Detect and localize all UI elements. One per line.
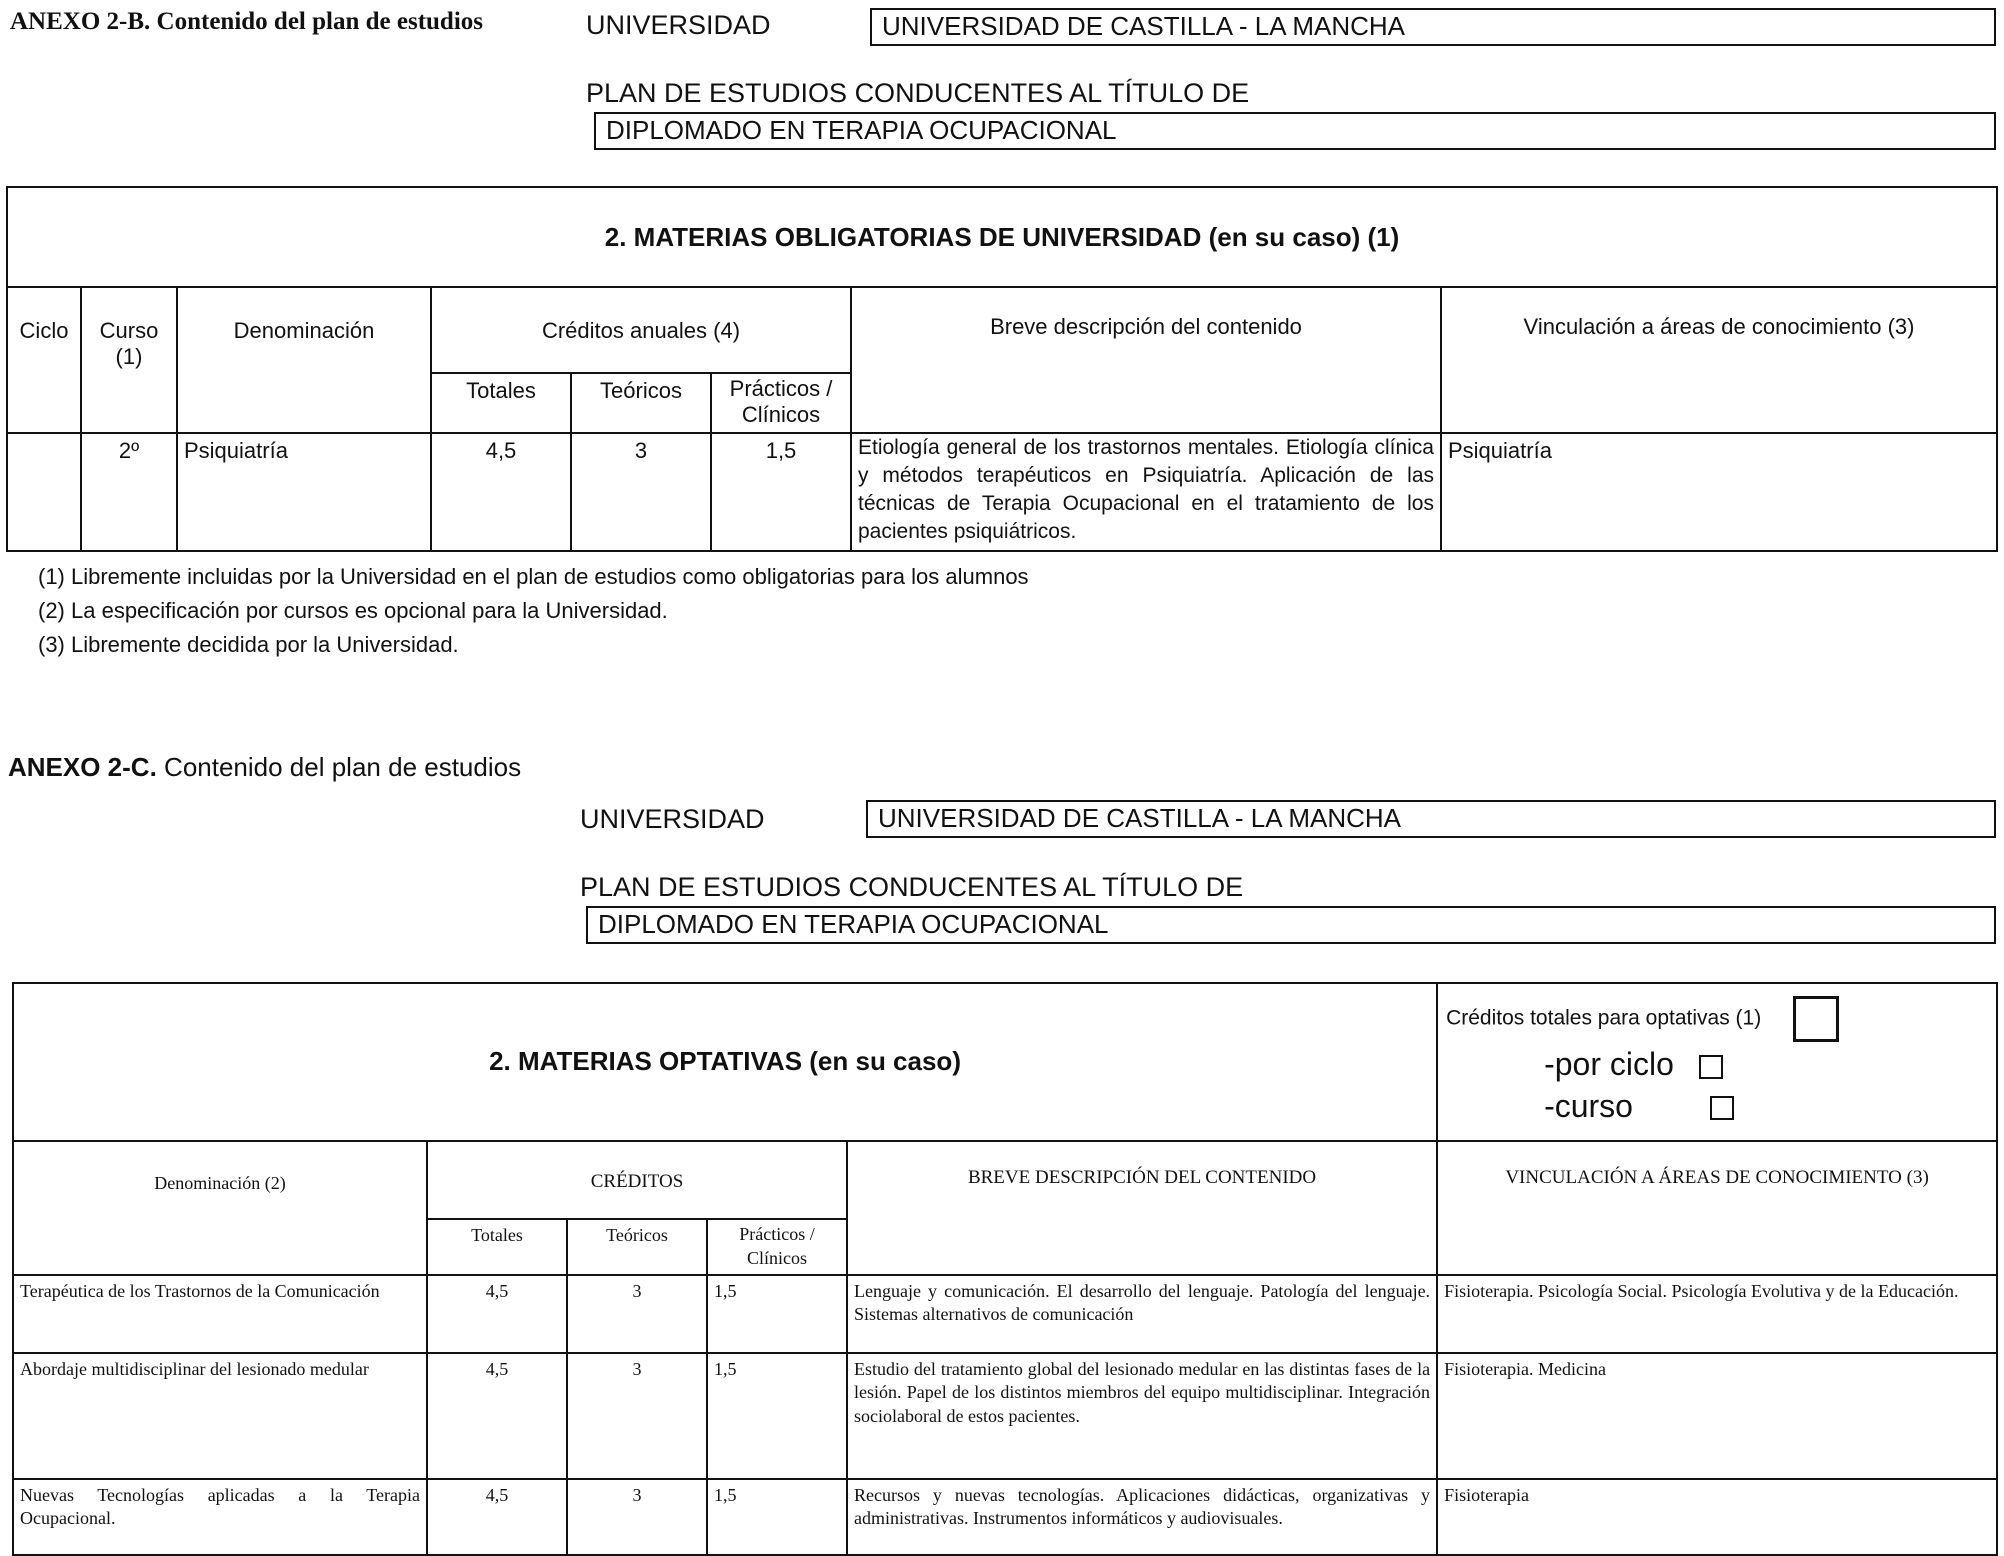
header-vinculacion-opt: VINCULACIÓN A ÁREAS DE CONOCIMIENTO (3) (1437, 1141, 1997, 1275)
cell-practicos-opt: 1,5 (707, 1275, 847, 1353)
cell-descripcion: Etiología general de los trastornos mentales. Etiología clínica y métodos terapéuticos en Psiquiatría. Aplicación de las técnicas de Terapia Ocupacional en el tratamiento de los pacientes psiquiátricos. (851, 433, 1441, 551)
anexo-c-univ-field (866, 800, 1996, 838)
note-2: (2) La especificación por cursos es opcional para la Universidad. (38, 598, 668, 623)
header-totales: Totales (431, 373, 571, 433)
header-ciclo: Ciclo (7, 287, 81, 433)
header-creditos: CRÉDITOS (427, 1141, 847, 1219)
cell-descripcion-opt: Estudio del tratamiento global del lesionado medular en las distintas fases de la lesión. Papel de los distintos miembros del equipo multidisciplinar. Integración sociolaboral de estos pacientes. (847, 1353, 1437, 1479)
cell-vinculacion-opt: Fisioterapia. Medicina (1437, 1353, 1997, 1479)
header-teoricos: Teóricos (571, 373, 711, 433)
anexo-c-heading-bold: ANEXO 2-C. (8, 752, 157, 782)
anexo-c-heading-rest: Contenido del plan de estudios (164, 752, 522, 782)
cell-teoricos-opt: 3 (567, 1275, 707, 1353)
cell-descripcion-opt: Recursos y nuevas tecnologías. Aplicaciones didácticas, organizativas y administrativas. Instrumentos informáticos y audiovisuales. (847, 1479, 1437, 1555)
cell-vinculacion-opt: Fisioterapia. Psicología Social. Psicología Evolutiva y de la Educación. (1437, 1275, 1997, 1353)
table-row (13, 1353, 1997, 1479)
anexo-b-heading (10, 8, 483, 36)
cell-totales-opt: 4,5 (427, 1353, 567, 1479)
table-row (7, 433, 1997, 551)
cell-denominacion-opt: Abordaje multidisciplinar del lesionado medular (13, 1353, 427, 1479)
cell-denominacion-opt: Terapéutica de los Trastornos de la Comunicación (13, 1275, 427, 1353)
table-row (13, 1275, 1997, 1353)
anexo-b-heading-rest: Contenido del plan de estudios (156, 8, 484, 35)
cell-denominacion: Psiquiatría (177, 433, 431, 551)
cell-practicos: 1,5 (711, 433, 851, 551)
cell-practicos-opt: 1,5 (707, 1479, 847, 1555)
anexo-c-plan-label: PLAN DE ESTUDIOS CONDUCENTES AL TÍTULO DE (580, 872, 1244, 902)
header-vinculacion: Vinculación a áreas de conocimiento (3) (1441, 287, 1997, 433)
header-denominacion-opt: Denominación (2) (13, 1141, 427, 1275)
header-practicos-opt: Prácticos / Clínicos (707, 1219, 847, 1275)
anexo-b-heading-bold: ANEXO 2-B. (10, 8, 151, 35)
anexo-c-univ-label: UNIVERSIDAD (580, 804, 765, 834)
anexo-b-plan-field (594, 112, 1996, 150)
header-curso: Curso (1) (81, 287, 177, 433)
anexo-b-univ-label: UNIVERSIDAD (586, 10, 771, 40)
header-teoricos-opt: Teóricos (567, 1219, 707, 1275)
cell-teoricos-opt: 3 (567, 1353, 707, 1479)
por-ciclo-label: -por ciclo (1544, 1046, 1674, 1082)
anexo-b-univ-value: UNIVERSIDAD DE CASTILLA - LA MANCHA (882, 11, 1406, 41)
anexo-c-heading (8, 752, 521, 783)
cell-denominacion-opt: Nuevas Tecnologías aplicadas a la Terapia Ocupacional. (13, 1479, 427, 1555)
obligatorias-table (6, 186, 1998, 552)
optativas-title: 2. MATERIAS OPTATIVAS (en su caso) (13, 983, 1437, 1141)
anexo-b-univ-field (870, 8, 1996, 46)
anexo-b-plan-label: PLAN DE ESTUDIOS CONDUCENTES AL TÍTULO DE (586, 78, 1250, 108)
optativas-table (12, 982, 1998, 1556)
cell-totales-opt: 4,5 (427, 1275, 567, 1353)
table-row (13, 1479, 1997, 1555)
header-descripcion: Breve descripción del contenido (851, 287, 1441, 433)
anexo-b-notes (38, 560, 1029, 662)
cell-totales-opt: 4,5 (427, 1479, 567, 1555)
creditos-totales-cell (1437, 983, 1997, 1141)
creditos-totales-label: Créditos totales para optativas (1) (1446, 1006, 1762, 1030)
creditos-totales-checkbox[interactable] (1793, 996, 1839, 1042)
anexo-b-plan-value: DIPLOMADO EN TERAPIA OCUPACIONAL (606, 115, 1117, 145)
cell-vinculacion-opt: Fisioterapia (1437, 1479, 1997, 1555)
curso-checkbox[interactable] (1710, 1096, 1734, 1120)
obligatorias-title: 2. MATERIAS OBLIGATORIAS DE UNIVERSIDAD (en su caso) (1) (7, 187, 1997, 287)
header-denominacion: Denominación (177, 287, 431, 433)
cell-teoricos-opt: 3 (567, 1479, 707, 1555)
header-practicos: Prácticos / Clínicos (711, 373, 851, 433)
por-ciclo-checkbox[interactable] (1699, 1055, 1723, 1079)
cell-totales: 4,5 (431, 433, 571, 551)
cell-curso: 2º (81, 433, 177, 551)
note-1: (1) Libremente incluidas por la Universidad en el plan de estudios como obligatorias para los alumnos (38, 564, 1029, 589)
cell-teoricos: 3 (571, 433, 711, 551)
anexo-c-plan-field (586, 906, 1996, 944)
note-3: (3) Libremente decidida por la Universidad. (38, 632, 459, 657)
anexo-c-univ-value: UNIVERSIDAD DE CASTILLA - LA MANCHA (878, 803, 1402, 833)
header-descripcion-opt: BREVE DESCRIPCIÓN DEL CONTENIDO (847, 1141, 1437, 1275)
header-creditos-anuales: Créditos anuales (4) (431, 287, 851, 373)
cell-descripcion-opt: Lenguaje y comunicación. El desarrollo del lenguaje. Patología del lenguaje. Sistemas alternativos de comunicación (847, 1275, 1437, 1353)
cell-ciclo (7, 433, 81, 551)
curso-label: -curso (1544, 1087, 1633, 1124)
anexo-c-plan-value: DIPLOMADO EN TERAPIA OCUPACIONAL (598, 909, 1109, 939)
header-totales-opt: Totales (427, 1219, 567, 1275)
cell-vinculacion: Psiquiatría (1441, 433, 1997, 551)
cell-practicos-opt: 1,5 (707, 1353, 847, 1479)
